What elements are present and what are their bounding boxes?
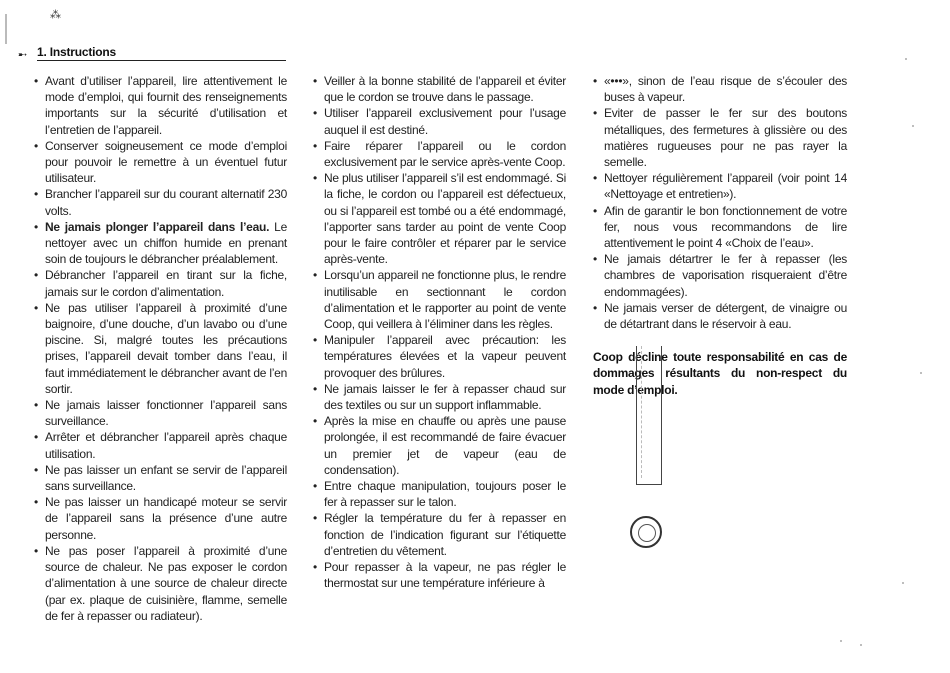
- list-item: • Conserver soigneusement ce mode d’emploi pour pouvoir le remettre à un éventuel futur utilisateur.: [34, 138, 287, 187]
- list-item: • Ne jamais laisser le fer à repasser chaud sur des textiles ou sur un support inflammable.: [313, 381, 566, 413]
- list-item-continuation: • «•••», sinon de l’eau risque de s’écouler des buses à vapeur.: [593, 73, 847, 105]
- list-item: • Ne pas laisser un enfant se servir de l’appareil sans surveillance.: [34, 462, 287, 494]
- column-3: [593, 73, 847, 398]
- column-1: [34, 73, 287, 624]
- scan-speck: [912, 125, 914, 127]
- list-item: • Lorsqu’un appareil ne fonctionne plus, le rendre inutilisable en sectionnant le cordon d’alimentation et le rapporter au point de vente Coop, qui veillera à l’éliminer dans les règles.: [313, 267, 566, 332]
- corner-mark: ⁂: [50, 9, 61, 21]
- scan-speck: [840, 640, 842, 642]
- scan-speck: [902, 582, 904, 584]
- list-item: • Avant d’utiliser l’appareil, lire attentivement le mode d’emploi, qui fournit des renseignements importants sur la sécurité d’utilisation et l’entretien de l’appareil.: [34, 73, 287, 138]
- list-item: • Ne jamais verser de détergent, de vinaigre ou de détartrant dans le réservoir à eau.: [593, 300, 847, 332]
- list-item: • Ne pas utiliser l’appareil à proximité d’une baignoire, d’une douche, d’un lavabo ou d’une piscine. Si, malgré toutes les précautions prises, l’appareil devait tomber dans l’eau, il faut immédiatement le débrancher avant de l’en sortir.: [34, 300, 287, 397]
- list-item: • Ne plus utiliser l’appareil s’il est endommagé. Si la fiche, le cordon ou l’appareil est défectueux, ou si l’appareil est tombé ou a été endommagé, l’apporter sans tarder au point de vente Coop pour le faire contrôler et réparer par le service après-vente.: [313, 170, 566, 267]
- list-item: • Régler la température du fer à repasser en fonction de l’indication figurant sur l’étiquette d’entretien du vêtement.: [313, 510, 566, 559]
- list-item: • Manipuler l’appareil avec précaution: les températures élevées et la vapeur peuvent provoquer des brûlures.: [313, 332, 566, 381]
- exclamation-bar-icon: [636, 346, 662, 485]
- list-item: • Ne jamais détartrer le fer à repasser (les chambres de vaporisation risqueraient d’être endommagées).: [593, 251, 847, 300]
- scan-edge-mark: [5, 14, 7, 44]
- list-item: • Ne jamais laisser fonctionner l’appareil sans surveillance.: [34, 397, 287, 429]
- list-item: • Utiliser l’appareil exclusivement pour l’usage auquel il est destiné.: [313, 105, 566, 137]
- list-item-warning: [34, 219, 287, 268]
- list-item: • Veiller à la bonne stabilité de l’appareil et éviter que le cordon se trouve dans le passage.: [313, 73, 566, 105]
- list-item: • Débrancher l’appareil en tirant sur la fiche, jamais sur le cordon d’alimentation.: [34, 267, 287, 299]
- arrow-bullet-icon: ➸: [18, 49, 28, 61]
- scan-speck: [860, 644, 862, 646]
- list-item: • Ne pas poser l’appareil à proximité d’une source de chaleur. Ne pas exposer le cordon d’alimentation à une source de chaleur directe (par ex. plaque de cuisinière, flamme, semelle de fer à repasser ou radiateur).: [34, 543, 287, 624]
- list-item: • Ne pas laisser un handicapé moteur se servir de l’appareil sans la présence d’une autre personne.: [34, 494, 287, 543]
- exclamation-dot-icon: [630, 516, 662, 548]
- disclaimer: Coop décline toute responsabilité en cas de dommages résultants du non-respect du mode d’emploi.: [593, 350, 847, 397]
- list-item: • Entre chaque manipulation, toujours poser le fer à repasser sur le talon.: [313, 478, 566, 510]
- list-item: • Pour repasser à la vapeur, ne pas régler le thermostat sur une température inférieure à: [313, 559, 566, 591]
- list-item: • Faire réparer l’appareil ou le cordon exclusivement par le service après-vente Coop.: [313, 138, 566, 170]
- column-2: [313, 73, 566, 592]
- scan-speck: [920, 372, 922, 374]
- warning-detail: Le nettoyer avec un chiffon humide en prenant soin de toujours le débrancher préalablement.: [45, 219, 287, 267]
- list-item: • Afin de garantir le bon fonctionnement de votre fer, nous vous recommandons de lire attentivement le point 4 «Choix de l’eau».: [593, 203, 847, 252]
- scan-speck: [905, 58, 907, 60]
- warning-text: Ne jamais plonger l’appareil dans l’eau.: [45, 219, 270, 234]
- list-item: • Brancher l’appareil sur du courant alternatif 230 volts.: [34, 186, 287, 218]
- list-item: • Arrêter et débrancher l’appareil après chaque utilisation.: [34, 429, 287, 461]
- section-heading: 1. Instructions: [37, 45, 286, 61]
- section-heading-wrap: [18, 45, 286, 61]
- list-item: • Eviter de passer le fer sur des boutons métalliques, des fermetures à glissière ou des matières rugueuses pour ne pas rayer la semelle.: [593, 105, 847, 170]
- list-item: • Après la mise en chauffe ou après une pause prolongée, il est recommandé de faire évacuer un premier jet de vapeur (eau de condensation).: [313, 413, 566, 478]
- list-item: • Nettoyer régulièrement l’appareil (voir point 14 «Nettoyage et entretien»).: [593, 170, 847, 202]
